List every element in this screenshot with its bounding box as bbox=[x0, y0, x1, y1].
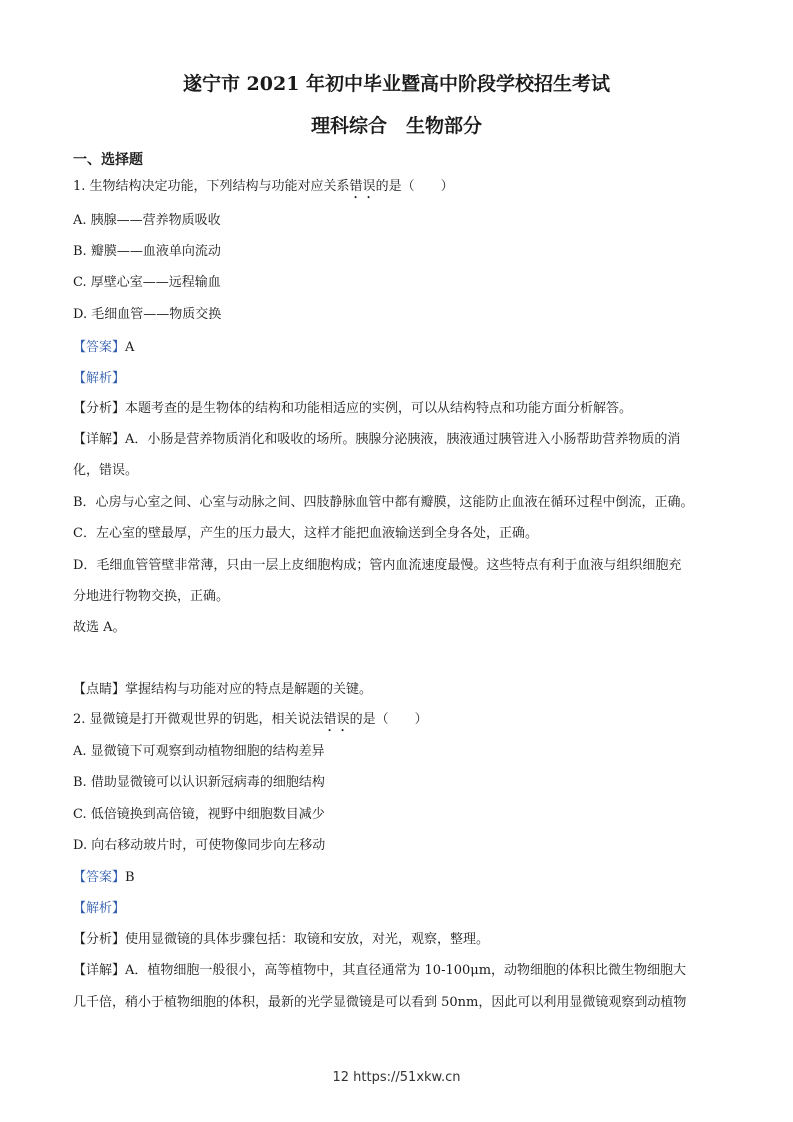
q1-dianjing-tag: 【点睛】 bbox=[73, 682, 126, 697]
q1-xiangjie-tag: 【详解】 bbox=[73, 432, 126, 447]
q1-xiangjie-a2: 化，错误。 bbox=[73, 463, 139, 478]
q1-option-a: A. 胰腺——营养物质吸收 bbox=[73, 213, 221, 228]
q1-option-b: B. 瓣膜——血液单向流动 bbox=[73, 244, 221, 259]
section-heading: 一、选择题 bbox=[73, 152, 143, 168]
q1-answer bbox=[73, 339, 733, 357]
q1-xiangjie-a1: A．小肠是营养物质消化和吸收的场所。胰腺分泌胰液，胰液通过胰管进入小肠帮助营养物质的消 bbox=[125, 432, 681, 447]
q1-jiexi-tag: 【解析】 bbox=[73, 371, 126, 386]
q1-xiangjie-b: B．心房与心室之间、心室与动脉之间、四肢静脉血管中都有瓣膜，这能防止血液在循环过程中倒流，正确。 bbox=[73, 495, 694, 510]
q2-xiangjie-tag: 【详解】 bbox=[73, 963, 126, 978]
q2-option-d: D. 向右移动玻片时，可使物像同步向左移动 bbox=[73, 838, 326, 853]
q2-stem-post: 的是（ ） bbox=[349, 712, 428, 727]
q2-fenxi-tag: 【分析】 bbox=[73, 932, 126, 947]
q2-answer-value: B bbox=[125, 870, 135, 885]
q1-stem bbox=[73, 178, 733, 202]
page-subtitle: 理科综合 生物部分 bbox=[310, 115, 482, 137]
q1-fenxi-tag: 【分析】 bbox=[73, 401, 126, 416]
q2-jiexi-tag: 【解析】 bbox=[73, 901, 126, 916]
q1-fenxi-text: 本题考查的是生物体的结构和功能相适应的实例，可以从结构特点和功能方面分析解答。 bbox=[125, 401, 633, 416]
q1-xiangjie-c: C．左心室的壁最厚，产生的压力最大，这样才能把血液输送到全身各处，正确。 bbox=[73, 526, 538, 541]
q1-fenxi bbox=[73, 400, 733, 418]
q1-xiangjie-d1: D．毛细血管管壁非常薄，只由一层上皮细胞构成；管内血流速度最慢。这些特点有利于血液与组织细胞充 bbox=[73, 558, 682, 573]
q2-option-b: B. 借助显微镜可以认识新冠病毒的细胞结构 bbox=[73, 775, 325, 790]
q2-fenxi-text: 使用显微镜的具体步骤包括：取镜和安放，对光，观察，整理。 bbox=[125, 932, 490, 947]
q1-xiangjie-a bbox=[73, 431, 733, 449]
q1-stem-emph: 错误 bbox=[349, 179, 376, 194]
q1-dianjing-text: 掌握结构与功能对应的特点是解题的关键。 bbox=[125, 682, 373, 697]
q2-xiangjie-a1: A．植物细胞一般很小，高等植物中，其直径通常为 10-100μm，动物细胞的体积比微生物细胞大 bbox=[125, 963, 687, 978]
q1-stem-pre: 1. 生物结构决定功能，下列结构与功能对应关系 bbox=[73, 179, 350, 194]
q1-option-c: C. 厚壁心室——远程输血 bbox=[73, 275, 221, 290]
q1-guxuan: 故选 A。 bbox=[73, 620, 126, 635]
q2-option-a: A. 显微镜下可观察到动植物细胞的结构差异 bbox=[73, 744, 325, 759]
q1-option-d: D. 毛细血管——物质交换 bbox=[73, 307, 222, 322]
page-title: 遂宁市 2021 年初中毕业暨高中阶段学校招生考试 bbox=[182, 73, 611, 95]
q2-stem-pre: 2. 显微镜是打开微观世界的钥匙，相关说法 bbox=[73, 712, 324, 727]
q1-stem-post: 的是（ ） bbox=[375, 179, 454, 194]
q2-fenxi bbox=[73, 931, 733, 949]
q2-stem-emph: 错误 bbox=[323, 712, 350, 727]
q2-stem bbox=[73, 711, 733, 735]
q2-option-c: C. 低倍镜换到高倍镜，视野中细胞数目减少 bbox=[73, 807, 325, 822]
q2-xiangjie-a bbox=[73, 962, 733, 980]
q1-answer-value: A bbox=[125, 340, 135, 355]
q1-answer-tag: 【答案】 bbox=[73, 340, 126, 355]
q2-xiangjie-a2: 几千倍，稍小于植物细胞的体积，最新的光学显微镜是可以看到 50nm，因此可以利用显微镜观察到动植物 bbox=[73, 995, 687, 1010]
q2-answer bbox=[73, 869, 733, 887]
q2-answer-tag: 【答案】 bbox=[73, 870, 126, 885]
q1-dianjing bbox=[73, 681, 733, 699]
page-footer[interactable]: 12 https://51xkw.cn bbox=[332, 1070, 461, 1085]
q1-xiangjie-d2: 分地进行物物交换，正确。 bbox=[73, 589, 230, 604]
